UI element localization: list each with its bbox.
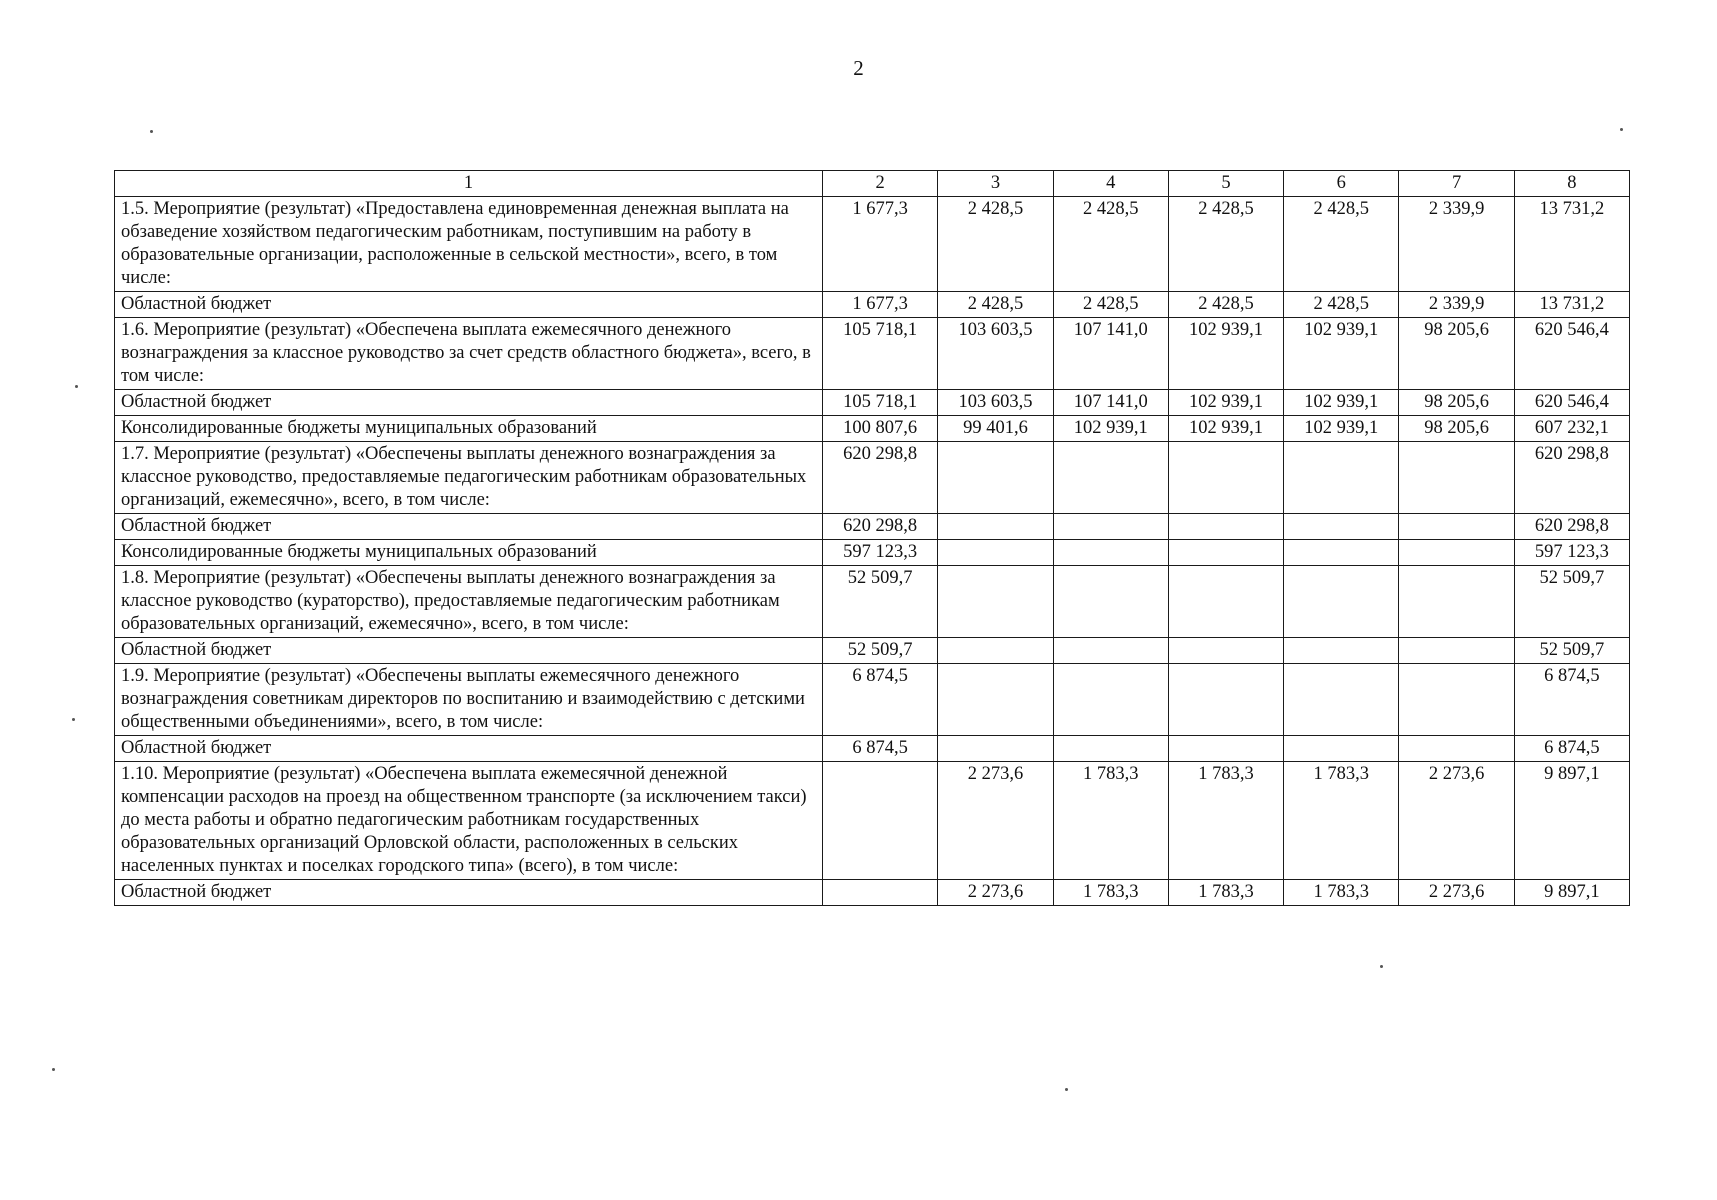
value-cell: 2 428,5 bbox=[938, 292, 1053, 318]
scan-speck bbox=[75, 385, 78, 388]
table-row bbox=[115, 566, 1630, 638]
row-label: 1.8. Мероприятие (результат) «Обеспечены выплаты денежного вознаграждения за классное руководство (кураторство), предоставляемые педагогическим работникам образовательных организаций, ежемесячно», всего, в том числе: bbox=[115, 566, 823, 638]
value-cell: 1 783,3 bbox=[1053, 880, 1168, 906]
value-cell: 52 509,7 bbox=[823, 638, 938, 664]
column-header: 5 bbox=[1168, 171, 1283, 197]
value-cell: 102 939,1 bbox=[1168, 416, 1283, 442]
value-cell bbox=[1053, 566, 1168, 638]
value-cell: 620 298,8 bbox=[1514, 514, 1629, 540]
value-cell bbox=[1284, 566, 1399, 638]
value-cell bbox=[938, 664, 1053, 736]
table-row bbox=[115, 762, 1630, 880]
scan-speck bbox=[1380, 965, 1383, 968]
value-cell: 99 401,6 bbox=[938, 416, 1053, 442]
value-cell: 2 273,6 bbox=[1399, 880, 1514, 906]
value-cell: 620 298,8 bbox=[823, 442, 938, 514]
scan-speck bbox=[1620, 128, 1623, 131]
value-cell: 1 677,3 bbox=[823, 292, 938, 318]
value-cell: 98 205,6 bbox=[1399, 390, 1514, 416]
value-cell bbox=[1399, 736, 1514, 762]
table-row bbox=[115, 416, 1630, 442]
row-label: 1.10. Мероприятие (результат) «Обеспечена выплата ежемесячной денежной компенсации расходов на проезд на общественном транспорте (за исключением такси) до места работы и обратно педагогическим работникам государственных образовательных организаций Орловской области, расположенных в сельских населенных пунктах и поселках городского типа» (всего), в том числе: bbox=[115, 762, 823, 880]
column-header: 7 bbox=[1399, 171, 1514, 197]
table-row bbox=[115, 390, 1630, 416]
value-cell: 6 874,5 bbox=[1514, 664, 1629, 736]
column-header: 3 bbox=[938, 171, 1053, 197]
row-label: 1.9. Мероприятие (результат) «Обеспечены выплаты ежемесячного денежного вознаграждения советникам директоров по воспитанию и взаимодействию с детскими общественными объединениями», всего, в том числе: bbox=[115, 664, 823, 736]
column-header: 2 bbox=[823, 171, 938, 197]
value-cell bbox=[1053, 442, 1168, 514]
value-cell: 9 897,1 bbox=[1514, 762, 1629, 880]
value-cell: 107 141,0 bbox=[1053, 318, 1168, 390]
value-cell: 1 783,3 bbox=[1168, 880, 1283, 906]
value-cell: 607 232,1 bbox=[1514, 416, 1629, 442]
row-label: Областной бюджет bbox=[115, 880, 823, 906]
value-cell bbox=[1053, 540, 1168, 566]
value-cell bbox=[938, 514, 1053, 540]
value-cell bbox=[938, 442, 1053, 514]
row-label: Областной бюджет bbox=[115, 514, 823, 540]
value-cell: 1 783,3 bbox=[1284, 762, 1399, 880]
table-row bbox=[115, 197, 1630, 292]
value-cell: 102 939,1 bbox=[1284, 318, 1399, 390]
row-label: Консолидированные бюджеты муниципальных образований bbox=[115, 540, 823, 566]
value-cell: 1 783,3 bbox=[1284, 880, 1399, 906]
value-cell bbox=[1399, 442, 1514, 514]
table-row bbox=[115, 318, 1630, 390]
value-cell: 52 509,7 bbox=[1514, 566, 1629, 638]
value-cell: 6 874,5 bbox=[823, 664, 938, 736]
value-cell: 597 123,3 bbox=[1514, 540, 1629, 566]
scan-speck bbox=[1065, 1088, 1068, 1091]
table-row bbox=[115, 442, 1630, 514]
value-cell: 620 546,4 bbox=[1514, 318, 1629, 390]
row-label: 1.6. Мероприятие (результат) «Обеспечена выплата ежемесячного денежного вознаграждения за классное руководство за счет средств областного бюджета», всего, в том числе: bbox=[115, 318, 823, 390]
value-cell bbox=[1168, 442, 1283, 514]
value-cell bbox=[1168, 664, 1283, 736]
scan-speck bbox=[150, 130, 153, 133]
value-cell: 1 783,3 bbox=[1053, 762, 1168, 880]
row-label: 1.5. Мероприятие (результат) «Предоставлена единовременная денежная выплата на обзаведение хозяйством педагогическим работникам, поступившим на работу в образовательные организации, расположенные в сельской местности», всего, в том числе: bbox=[115, 197, 823, 292]
value-cell bbox=[1053, 638, 1168, 664]
value-cell: 102 939,1 bbox=[1168, 390, 1283, 416]
value-cell: 6 874,5 bbox=[823, 736, 938, 762]
value-cell: 2 428,5 bbox=[938, 197, 1053, 292]
table-row bbox=[115, 664, 1630, 736]
value-cell bbox=[1399, 638, 1514, 664]
value-cell bbox=[1053, 736, 1168, 762]
page-number: 2 bbox=[853, 56, 864, 80]
table-row bbox=[115, 292, 1630, 318]
value-cell: 2 428,5 bbox=[1053, 197, 1168, 292]
value-cell: 1 677,3 bbox=[823, 197, 938, 292]
value-cell: 620 546,4 bbox=[1514, 390, 1629, 416]
table-row bbox=[115, 514, 1630, 540]
value-cell: 9 897,1 bbox=[1514, 880, 1629, 906]
value-cell bbox=[1399, 664, 1514, 736]
value-cell bbox=[1284, 442, 1399, 514]
value-cell bbox=[1168, 514, 1283, 540]
column-header: 4 bbox=[1053, 171, 1168, 197]
value-cell bbox=[1284, 514, 1399, 540]
value-cell: 13 731,2 bbox=[1514, 292, 1629, 318]
value-cell: 2 428,5 bbox=[1284, 197, 1399, 292]
value-cell: 2 273,6 bbox=[938, 762, 1053, 880]
value-cell bbox=[823, 880, 938, 906]
table-body bbox=[115, 197, 1630, 906]
value-cell: 98 205,6 bbox=[1399, 416, 1514, 442]
value-cell bbox=[1399, 514, 1514, 540]
value-cell bbox=[1399, 566, 1514, 638]
scan-speck bbox=[72, 718, 75, 721]
value-cell: 13 731,2 bbox=[1514, 197, 1629, 292]
value-cell bbox=[1284, 664, 1399, 736]
value-cell: 52 509,7 bbox=[1514, 638, 1629, 664]
value-cell: 102 939,1 bbox=[1168, 318, 1283, 390]
value-cell: 2 428,5 bbox=[1168, 197, 1283, 292]
value-cell: 2 428,5 bbox=[1053, 292, 1168, 318]
value-cell bbox=[1284, 540, 1399, 566]
value-cell bbox=[1284, 736, 1399, 762]
value-cell: 2 428,5 bbox=[1168, 292, 1283, 318]
value-cell: 1 783,3 bbox=[1168, 762, 1283, 880]
column-header: 8 bbox=[1514, 171, 1629, 197]
value-cell: 103 603,5 bbox=[938, 390, 1053, 416]
value-cell: 2 428,5 bbox=[1284, 292, 1399, 318]
value-cell: 2 273,6 bbox=[1399, 762, 1514, 880]
value-cell: 102 939,1 bbox=[1284, 390, 1399, 416]
value-cell: 620 298,8 bbox=[1514, 442, 1629, 514]
value-cell bbox=[1168, 638, 1283, 664]
value-cell: 105 718,1 bbox=[823, 318, 938, 390]
value-cell: 107 141,0 bbox=[1053, 390, 1168, 416]
value-cell bbox=[938, 638, 1053, 664]
value-cell bbox=[1168, 540, 1283, 566]
value-cell: 2 273,6 bbox=[938, 880, 1053, 906]
column-header: 6 bbox=[1284, 171, 1399, 197]
table-row bbox=[115, 880, 1630, 906]
value-cell bbox=[1284, 638, 1399, 664]
value-cell: 105 718,1 bbox=[823, 390, 938, 416]
value-cell: 103 603,5 bbox=[938, 318, 1053, 390]
value-cell: 597 123,3 bbox=[823, 540, 938, 566]
value-cell: 620 298,8 bbox=[823, 514, 938, 540]
column-header: 1 bbox=[115, 171, 823, 197]
value-cell: 2 339,9 bbox=[1399, 197, 1514, 292]
value-cell: 98 205,6 bbox=[1399, 318, 1514, 390]
row-label: Областной бюджет bbox=[115, 736, 823, 762]
value-cell bbox=[1053, 664, 1168, 736]
value-cell bbox=[938, 736, 1053, 762]
value-cell bbox=[1168, 736, 1283, 762]
value-cell bbox=[823, 762, 938, 880]
value-cell: 2 339,9 bbox=[1399, 292, 1514, 318]
value-cell bbox=[938, 566, 1053, 638]
row-label: Консолидированные бюджеты муниципальных образований bbox=[115, 416, 823, 442]
value-cell: 100 807,6 bbox=[823, 416, 938, 442]
table-row bbox=[115, 638, 1630, 664]
row-label: 1.7. Мероприятие (результат) «Обеспечены выплаты денежного вознаграждения за классное руководство, предоставляемые педагогическим работникам образовательных организаций, ежемесячно», всего, в том числе: bbox=[115, 442, 823, 514]
scan-speck bbox=[52, 1068, 55, 1071]
value-cell: 6 874,5 bbox=[1514, 736, 1629, 762]
table-row bbox=[115, 540, 1630, 566]
value-cell bbox=[1168, 566, 1283, 638]
table-header-row bbox=[115, 171, 1630, 197]
row-label: Областной бюджет bbox=[115, 638, 823, 664]
value-cell bbox=[938, 540, 1053, 566]
value-cell bbox=[1053, 514, 1168, 540]
row-label: Областной бюджет bbox=[115, 292, 823, 318]
value-cell: 102 939,1 bbox=[1284, 416, 1399, 442]
row-label: Областной бюджет bbox=[115, 390, 823, 416]
value-cell bbox=[1399, 540, 1514, 566]
value-cell: 102 939,1 bbox=[1053, 416, 1168, 442]
budget-table bbox=[114, 170, 1630, 906]
table-row bbox=[115, 736, 1630, 762]
value-cell: 52 509,7 bbox=[823, 566, 938, 638]
